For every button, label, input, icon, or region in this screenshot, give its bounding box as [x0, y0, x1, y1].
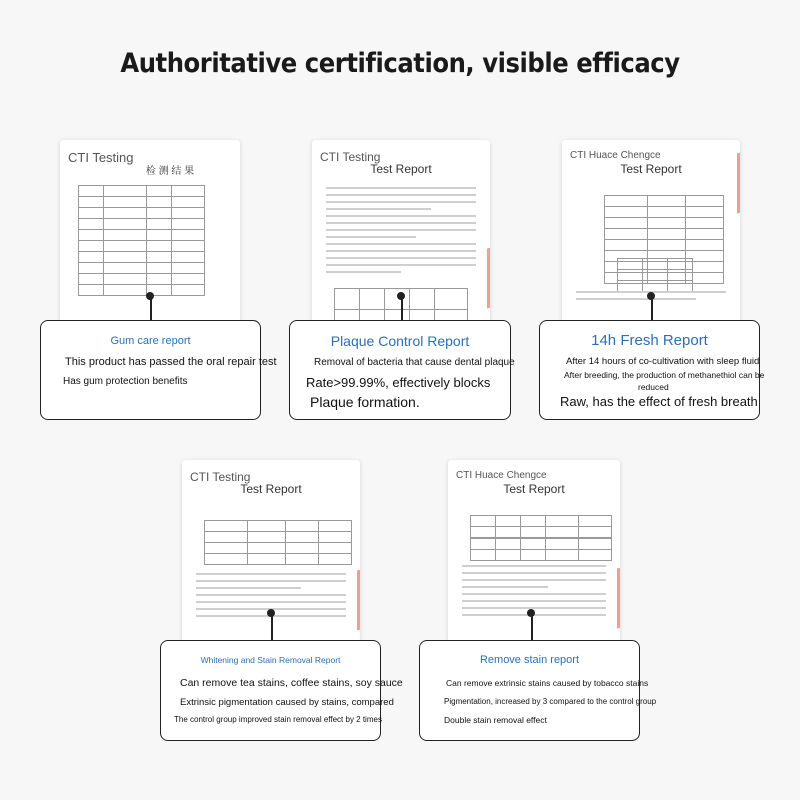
- connector-dot: [527, 609, 535, 617]
- card-heading: Remove stain report: [479, 654, 580, 666]
- card-line: Plaque formation.: [310, 394, 420, 410]
- doc-title: 检 测 结 果: [145, 166, 195, 177]
- connector-dot: [146, 292, 154, 300]
- card-line: This product has passed the oral repair test: [65, 356, 277, 368]
- connector-dot: [647, 292, 655, 300]
- card-line: reduced: [638, 382, 669, 392]
- card-line: Rate>99.99%, effectively blocks: [306, 375, 491, 390]
- card-line: The control group improved stain removal effect by 2 times: [174, 715, 382, 724]
- card-whitening: [160, 640, 403, 741]
- doc-table-2: [470, 538, 612, 561]
- card-line: Double stain removal effect: [444, 715, 547, 725]
- card-plaque-control: [289, 320, 515, 420]
- connector-dot: [267, 609, 275, 617]
- card-line: Pigmentation, increased by 3 compared to the control group: [444, 697, 657, 706]
- doc-title: Test Report: [370, 162, 432, 176]
- card-heading: 14h Fresh Report: [591, 332, 708, 349]
- doc-title: Test Report: [503, 482, 565, 496]
- doc-title: Test Report: [620, 162, 682, 176]
- doc-brand: CTI Testing: [190, 470, 251, 484]
- card-gum-care: [40, 320, 277, 420]
- doc-table-2: [204, 542, 352, 565]
- doc-title: Test Report: [240, 482, 302, 496]
- card-line: After breeding, the production of methanethiol can be: [564, 370, 765, 380]
- doc-table: [204, 520, 352, 543]
- doc-brand: CTI Huace Chengce: [456, 470, 547, 481]
- connector-dot: [397, 292, 405, 300]
- card-line: Extrinsic pigmentation caused by stains, compared: [180, 697, 394, 708]
- doc-brand: CTI Testing: [68, 150, 134, 165]
- card-heading: Gum care report: [110, 335, 191, 347]
- card-fresh: [539, 320, 765, 420]
- doc-brand: CTI Huace Chengce: [570, 150, 661, 161]
- doc-table: [470, 515, 612, 538]
- card-line: Removal of bacteria that cause dental plaque: [314, 357, 515, 368]
- card-heading: Whitening and Stain Removal Report: [200, 655, 341, 665]
- card-line: Can remove extrinsic stains caused by tobacco stains: [446, 678, 649, 688]
- doc-table: [78, 185, 205, 296]
- page-title: Authoritative certification, visible efficacy: [120, 48, 680, 79]
- card-line: Raw, has the effect of fresh breath: [560, 394, 758, 409]
- card-line: After 14 hours of co-cultivation with sleep fluid: [566, 356, 760, 367]
- card-line: Has gum protection benefits: [63, 376, 188, 387]
- card-line: Can remove tea stains, coffee stains, soy sauce: [180, 677, 403, 689]
- card-heading: Plaque Control Report: [330, 333, 470, 349]
- doc-brand: CTI Testing: [320, 150, 381, 164]
- card-stain-removal: [419, 640, 657, 741]
